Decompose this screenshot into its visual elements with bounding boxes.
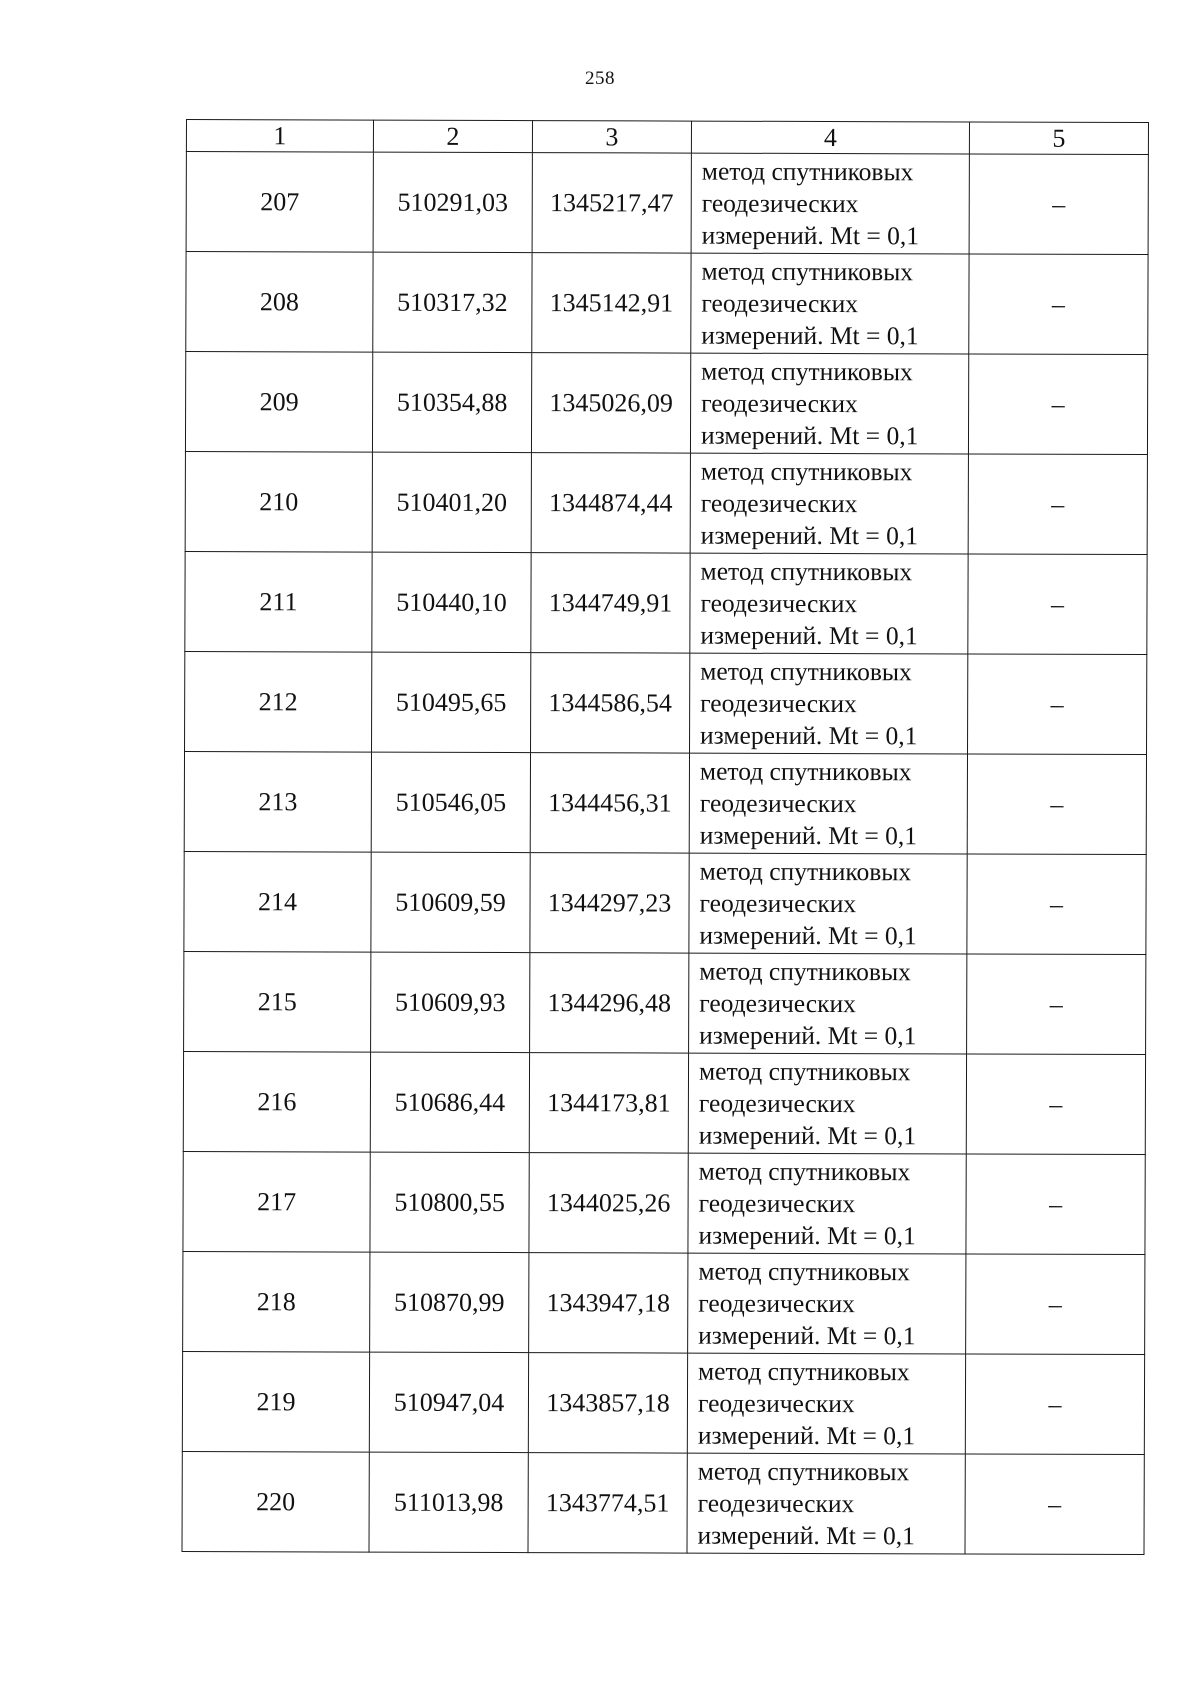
method-line: геодезических bbox=[699, 888, 857, 918]
method-line: метод спутниковых bbox=[701, 156, 914, 186]
y-coordinate-cell: 1343947,18 bbox=[529, 1253, 688, 1353]
method-line: измерений. Mt = 0,1 bbox=[701, 320, 919, 350]
method-line: метод спутниковых bbox=[697, 1456, 910, 1486]
y-coordinate-cell: 1344025,26 bbox=[529, 1153, 688, 1253]
method-cell bbox=[691, 153, 969, 254]
note-cell: – bbox=[965, 1354, 1144, 1455]
method-line: геодезических bbox=[700, 488, 858, 518]
note-cell: – bbox=[967, 854, 1146, 955]
table-row bbox=[184, 851, 1146, 954]
method-line: измерений. Mt = 0,1 bbox=[699, 820, 918, 850]
method-line: измерений. Mt = 0,1 bbox=[700, 520, 919, 550]
note-cell: – bbox=[969, 154, 1148, 255]
table-row bbox=[186, 252, 1148, 355]
note-cell: – bbox=[968, 354, 1147, 455]
x-coordinate-cell: 510947,04 bbox=[369, 1352, 528, 1452]
method-line: метод спутниковых bbox=[700, 556, 913, 586]
point-number-cell: 213 bbox=[184, 751, 371, 852]
point-number-cell: 207 bbox=[186, 152, 373, 253]
method-line: геодезических bbox=[701, 288, 859, 318]
method-line: метод спутниковых bbox=[701, 356, 913, 386]
method-line: геодезических bbox=[698, 1288, 856, 1318]
point-number-cell: 216 bbox=[183, 1051, 370, 1152]
method-cell bbox=[687, 1453, 965, 1554]
method-line: геодезических bbox=[700, 588, 858, 618]
method-line: измерений. Mt = 0,1 bbox=[699, 920, 917, 950]
x-coordinate-cell: 510609,93 bbox=[371, 952, 530, 1052]
x-coordinate-cell: 510495,65 bbox=[372, 652, 531, 752]
method-cell bbox=[687, 1353, 965, 1454]
x-coordinate-cell: 510317,32 bbox=[373, 252, 532, 352]
column-header-3: 3 bbox=[532, 121, 691, 153]
method-cell bbox=[690, 453, 968, 554]
method-line: метод спутниковых bbox=[699, 856, 912, 886]
note-cell: – bbox=[966, 1254, 1145, 1355]
point-number-cell: 211 bbox=[185, 551, 372, 652]
method-cell bbox=[689, 853, 967, 954]
method-line: геодезических bbox=[701, 188, 859, 218]
method-cell bbox=[688, 1053, 966, 1154]
point-number-cell: 208 bbox=[186, 252, 373, 353]
method-line: измерений. Mt = 0,1 bbox=[700, 620, 918, 650]
method-line: геодезических bbox=[698, 1188, 856, 1218]
x-coordinate-cell: 510354,88 bbox=[372, 352, 531, 452]
y-coordinate-cell: 1345217,47 bbox=[532, 153, 691, 253]
method-cell bbox=[689, 953, 967, 1054]
point-number-cell: 218 bbox=[183, 1251, 370, 1352]
note-cell: – bbox=[968, 454, 1147, 555]
table-row bbox=[185, 352, 1147, 455]
y-coordinate-cell: 1345026,09 bbox=[531, 353, 690, 453]
table-row bbox=[185, 451, 1147, 554]
method-line: геодезических bbox=[701, 388, 858, 418]
method-line: измерений. Mt = 0,1 bbox=[700, 420, 919, 450]
y-coordinate-cell: 1345142,91 bbox=[532, 253, 691, 353]
method-line: измерений. Mt = 0,1 bbox=[697, 1520, 915, 1550]
y-coordinate-cell: 1344874,44 bbox=[531, 453, 690, 553]
method-line: измерений. Mt = 0,1 bbox=[699, 1020, 917, 1050]
table-row bbox=[185, 551, 1147, 654]
method-line: измерений. Mt = 0,1 bbox=[697, 1420, 916, 1450]
column-header-1: 1 bbox=[186, 120, 373, 153]
point-number-cell: 220 bbox=[182, 1451, 369, 1552]
table-row bbox=[183, 1051, 1145, 1154]
table-row bbox=[182, 1351, 1144, 1454]
column-header-2: 2 bbox=[373, 120, 532, 152]
y-coordinate-cell: 1344456,31 bbox=[530, 753, 689, 853]
method-line: геодезических bbox=[697, 1388, 855, 1418]
method-line: геодезических bbox=[699, 788, 857, 818]
method-line: метод спутниковых bbox=[699, 756, 912, 786]
method-line: метод спутниковых bbox=[698, 1056, 911, 1086]
note-cell: – bbox=[968, 654, 1147, 755]
column-header-5: 5 bbox=[969, 122, 1148, 155]
note-cell: – bbox=[966, 1054, 1145, 1155]
x-coordinate-cell: 510440,10 bbox=[372, 552, 531, 652]
method-cell bbox=[688, 1153, 966, 1254]
note-cell: – bbox=[967, 754, 1146, 855]
table-row bbox=[182, 1451, 1144, 1554]
table-header bbox=[186, 120, 1148, 155]
y-coordinate-cell: 1343857,18 bbox=[528, 1353, 687, 1453]
y-coordinate-cell: 1343774,51 bbox=[528, 1453, 687, 1553]
point-number-cell: 219 bbox=[182, 1351, 369, 1452]
coordinates-table bbox=[181, 119, 1148, 1555]
method-cell bbox=[691, 253, 969, 354]
y-coordinate-cell: 1344296,48 bbox=[530, 953, 689, 1053]
method-line: измерений. Mt = 0,1 bbox=[701, 220, 920, 250]
point-number-cell: 215 bbox=[184, 951, 371, 1052]
method-line: измерений. Mt = 0,1 bbox=[698, 1320, 916, 1350]
note-cell: – bbox=[968, 554, 1147, 655]
x-coordinate-cell: 510686,44 bbox=[370, 1052, 529, 1152]
point-number-cell: 210 bbox=[185, 451, 372, 552]
x-coordinate-cell: 510609,59 bbox=[371, 852, 530, 952]
table-row bbox=[186, 152, 1148, 255]
x-coordinate-cell: 510800,55 bbox=[370, 1152, 529, 1252]
method-line: метод спутниковых bbox=[698, 1356, 910, 1386]
method-cell bbox=[689, 753, 967, 854]
method-line: метод спутниковых bbox=[701, 256, 914, 286]
table-row bbox=[185, 651, 1147, 754]
point-number-cell: 217 bbox=[183, 1151, 370, 1252]
column-header-4: 4 bbox=[691, 121, 969, 154]
method-line: метод спутниковых bbox=[700, 656, 912, 686]
method-line: измерений. Mt = 0,1 bbox=[698, 1220, 916, 1250]
method-line: метод спутниковых bbox=[698, 1156, 911, 1186]
y-coordinate-cell: 1344586,54 bbox=[531, 653, 690, 753]
note-cell: – bbox=[966, 1154, 1145, 1255]
table-row bbox=[184, 751, 1146, 854]
point-number-cell: 212 bbox=[185, 651, 372, 752]
note-cell: – bbox=[969, 254, 1148, 355]
method-line: геодезических bbox=[699, 988, 856, 1018]
x-coordinate-cell: 510870,99 bbox=[370, 1252, 529, 1352]
method-cell bbox=[690, 353, 968, 454]
page-number: 258 bbox=[585, 68, 615, 89]
table-row bbox=[183, 1151, 1145, 1254]
x-coordinate-cell: 510291,03 bbox=[373, 152, 532, 252]
method-line: геодезических bbox=[697, 1488, 855, 1518]
y-coordinate-cell: 1344173,81 bbox=[529, 1053, 688, 1153]
note-cell: – bbox=[965, 1454, 1144, 1555]
method-line: метод спутниковых bbox=[700, 456, 913, 486]
x-coordinate-cell: 510401,20 bbox=[372, 452, 531, 552]
x-coordinate-cell: 510546,05 bbox=[371, 752, 530, 852]
header-row bbox=[186, 120, 1148, 155]
y-coordinate-cell: 1344297,23 bbox=[530, 853, 689, 953]
point-number-cell: 214 bbox=[184, 851, 371, 952]
method-cell bbox=[690, 653, 968, 754]
point-number-cell: 209 bbox=[185, 352, 372, 453]
method-line: геодезических bbox=[698, 1088, 856, 1118]
method-line: измерений. Mt = 0,1 bbox=[698, 1120, 917, 1150]
method-line: измерений. Mt = 0,1 bbox=[700, 720, 918, 750]
method-line: метод спутниковых bbox=[698, 1256, 910, 1286]
table-row bbox=[183, 1251, 1145, 1354]
method-cell bbox=[688, 1253, 966, 1354]
x-coordinate-cell: 511013,98 bbox=[369, 1452, 528, 1552]
method-line: геодезических bbox=[700, 688, 857, 718]
table-body bbox=[182, 152, 1148, 1555]
method-cell bbox=[690, 553, 968, 654]
table-row bbox=[184, 951, 1146, 1054]
note-cell: – bbox=[967, 954, 1146, 1055]
y-coordinate-cell: 1344749,91 bbox=[531, 553, 690, 653]
method-line: метод спутниковых bbox=[699, 956, 911, 986]
